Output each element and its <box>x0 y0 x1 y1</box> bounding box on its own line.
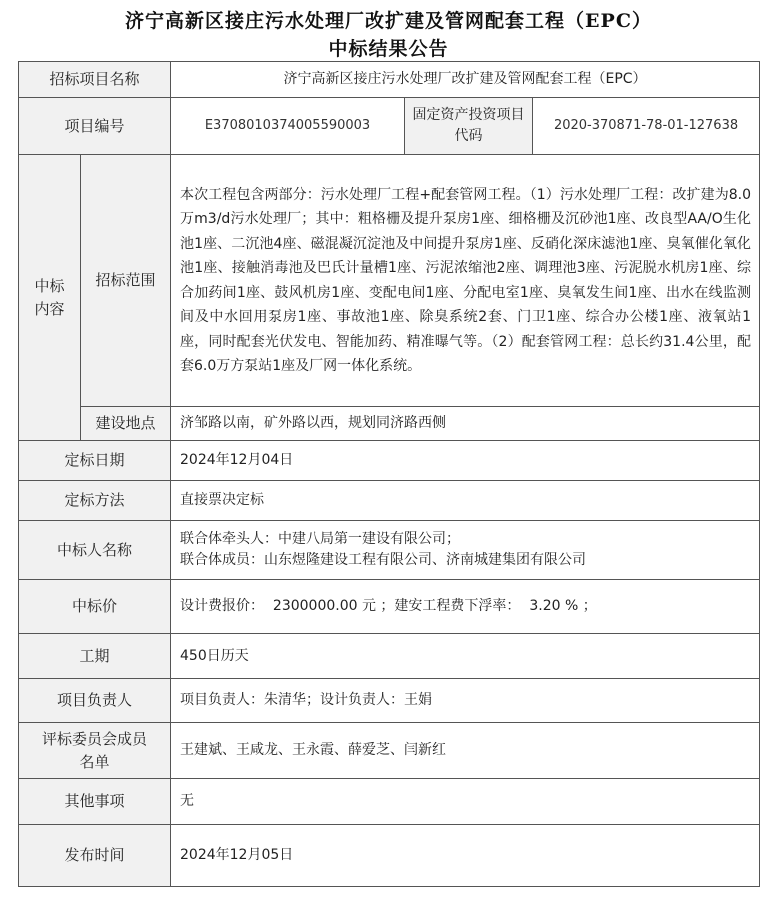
table-row <box>19 679 760 723</box>
content-label: 中标内容 <box>19 155 81 441</box>
asset-code-label: 固定资产投资项目代码 <box>405 98 533 155</box>
winner-members: 联合体成员：山东煜隆建设工程有限公司、济南城建集团有限公司 <box>180 552 587 568</box>
table-row <box>19 481 760 521</box>
duration-value: 450日历天 <box>171 634 760 679</box>
table-row <box>19 634 760 679</box>
project-no-label: 项目编号 <box>19 98 171 155</box>
winner-value <box>171 521 760 580</box>
leader-label: 项目负责人 <box>19 679 171 723</box>
notice-title: 济宁高新区接庄污水处理厂改扩建及管网配套工程（EPC） <box>125 10 652 32</box>
table-row <box>19 825 760 887</box>
result-table <box>18 61 760 887</box>
price-value: 设计费报价： 2300000.00 元 ；建安工程费下浮率： 3.20 % ； <box>171 580 760 634</box>
project-name-value: 济宁高新区接庄污水处理厂改扩建及管网配套工程（EPC） <box>171 62 760 98</box>
asset-code-value: 2020-370871-78-01-127638 <box>533 98 760 155</box>
other-value: 无 <box>171 779 760 825</box>
table-row <box>19 779 760 825</box>
location-value: 济邹路以南，矿外路以西，规划同济路西侧 <box>171 407 760 441</box>
date-decided-value: 2024年12月04日 <box>171 441 760 481</box>
scope-label: 招标范围 <box>81 155 171 407</box>
project-no-value: E3708010374005590003 <box>171 98 405 155</box>
scope-value: 本次工程包含两部分：污水处理厂工程+配套管网工程。（1）污水处理厂工程：改扩建为8.0万m3/d污水处理厂；其中：粗格栅及提升泵房1座、细格栅及沉砂池1座、改良型AA/O生化池1座、二沉池4座、磁混凝沉淀池及中间提升泵房1座、反硝化深床滤池1座、臭氧催化氧化池1座、接触消毒池及巴氏计量槽1座、污泥浓缩池2座、调理池3座、污泥脱水机房1座、综合加药间1座、鼓风机房1座、变配电间1座、分配电室1座、臭氧发生间1座、出水在线监测间及中水回用泵房1座、事故池1座、除臭系统2套、门卫1座、综合办公楼1座、液氧站1座，同时配套光伏发电、智能加药、精准曝气等。（2）配套管网工程：总长约31.4公里，配套6.0万方泵站1座及厂网一体化系统。 <box>171 155 760 407</box>
winner-lead: 联合体牵头人：中建八局第一建设有限公司； <box>180 531 461 547</box>
project-name-label: 招标项目名称 <box>19 62 171 98</box>
table-row <box>19 441 760 481</box>
table-row <box>19 155 760 407</box>
table-row <box>19 407 760 441</box>
other-label: 其他事项 <box>19 779 171 825</box>
table-row <box>19 98 760 155</box>
duration-label: 工期 <box>19 634 171 679</box>
winner-label: 中标人名称 <box>19 521 171 580</box>
table-row <box>19 62 760 98</box>
committee-label: 评标委员会成员名单 <box>19 723 171 779</box>
table-row <box>19 521 760 580</box>
committee-value: 王建斌、王咸龙、王永霞、薛爱芝、闫新红 <box>171 723 760 779</box>
date-decided-label: 定标日期 <box>19 441 171 481</box>
notice-subtitle: 中标结果公告 <box>328 38 449 60</box>
table-row <box>19 723 760 779</box>
method-label: 定标方法 <box>19 481 171 521</box>
publish-label: 发布时间 <box>19 825 171 887</box>
method-value: 直接票决定标 <box>171 481 760 521</box>
leader-value: 项目负责人：朱清华；设计负责人：王娟 <box>171 679 760 723</box>
publish-value: 2024年12月05日 <box>171 825 760 887</box>
location-label: 建设地点 <box>81 407 171 441</box>
price-label: 中标价 <box>19 580 171 634</box>
table-row <box>19 580 760 634</box>
